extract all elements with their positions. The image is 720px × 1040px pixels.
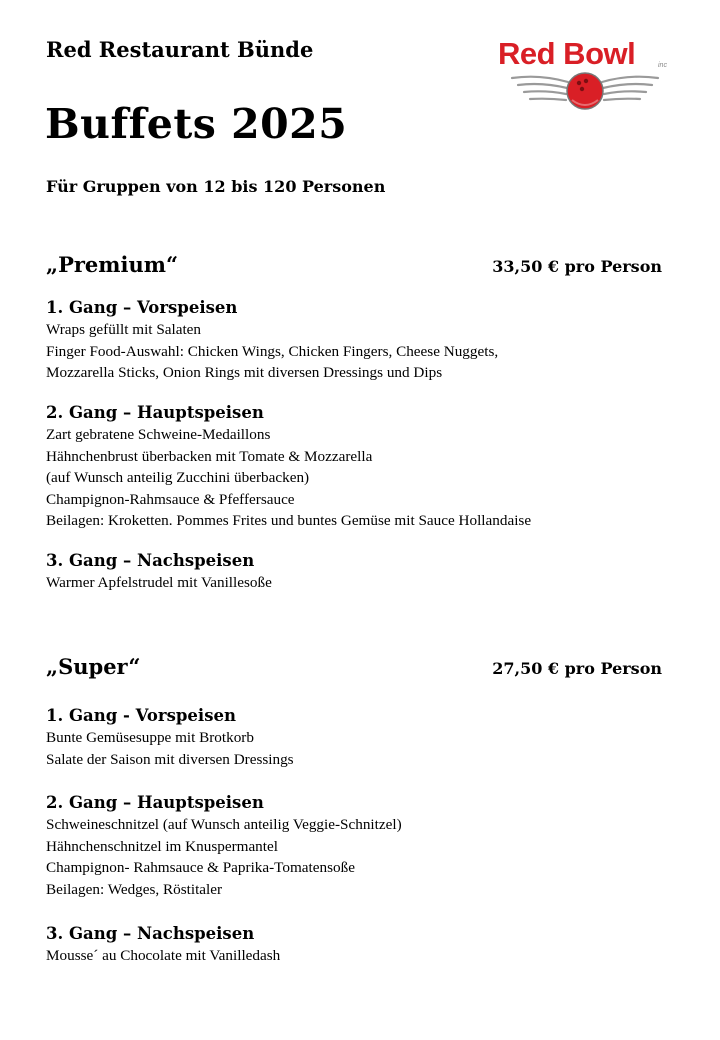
menu-item: Warmer Apfelstrudel mit Vanillesoße <box>46 574 272 591</box>
logo-text: Red Bowl <box>498 36 636 71</box>
buffet-premium <box>46 252 666 592</box>
menu-item: Bunte Gemüsesuppe mit Brotkorb <box>46 729 254 746</box>
menu-item: Beilagen: Kroketten. Pommes Frites und buntes Gemüse mit Sauce Hollandaise <box>46 512 532 529</box>
menu-item: Champignon-Rahmsauce & Pfeffersauce <box>46 490 295 508</box>
course-title: 3. Gang – Nachspeisen <box>46 551 255 570</box>
red-bowl-logo <box>488 34 678 120</box>
menu-item: Mousse´ au Chocolate mit Vanilledash <box>46 947 281 964</box>
restaurant-name: Red Restaurant Bünde <box>46 37 314 62</box>
menu-item: Hähnchenschnitzel im Knuspermantel <box>46 837 278 855</box>
menu-item: Champignon- Rahmsauce & Paprika-Tomatensoße <box>46 859 355 876</box>
menu-item: Hähnchenbrust überbacken mit Tomate & Mozzarella <box>46 447 373 465</box>
group-size-subtitle: Für Gruppen von 12 bis 120 Personen <box>46 177 386 196</box>
buffet-super <box>46 654 666 974</box>
course-desserts <box>46 550 666 594</box>
course-starters <box>46 705 666 770</box>
course-title: 2. Gang – Hauptspeisen <box>46 793 264 812</box>
menu-item: Finger Food-Auswahl: Chicken Wings, Chicken Fingers, Cheese Nuggets, <box>46 342 499 360</box>
buffet-price: 33,50 € pro Person <box>492 257 662 276</box>
course-title: 1. Gang - Vorspeisen <box>46 706 236 725</box>
menu-item: Salate der Saison mit diversen Dressings <box>46 750 294 768</box>
course-mains <box>46 792 666 900</box>
buffet-price: 27,50 € pro Person <box>492 659 662 678</box>
menu-item: Wraps gefüllt mit Salaten <box>46 321 202 338</box>
buffet-name: „Super“ <box>46 654 141 679</box>
course-title: 1. Gang – Vorspeisen <box>46 298 238 317</box>
menu-item: (auf Wunsch anteilig Zucchini überbacken) <box>46 469 310 486</box>
menu-item: Zart gebratene Schweine-Medaillons <box>46 426 271 443</box>
course-mains <box>46 402 666 532</box>
course-title: 2. Gang – Hauptspeisen <box>46 403 264 422</box>
logo-suffix: inc <box>658 62 667 69</box>
bowling-ball-wings-icon <box>510 70 660 116</box>
course-title: 3. Gang – Nachspeisen <box>46 924 255 943</box>
course-desserts <box>46 923 666 967</box>
page-title: Buffets 2025 <box>45 100 348 148</box>
menu-item: Schweineschnitzel (auf Wunsch anteilig Veggie-Schnitzel) <box>46 816 402 833</box>
buffet-name: „Premium“ <box>46 252 179 277</box>
menu-item: Mozzarella Sticks, Onion Rings mit diversen Dressings und Dips <box>46 364 443 381</box>
menu-item: Beilagen: Wedges, Röstitaler <box>46 880 223 898</box>
course-starters <box>46 297 666 384</box>
